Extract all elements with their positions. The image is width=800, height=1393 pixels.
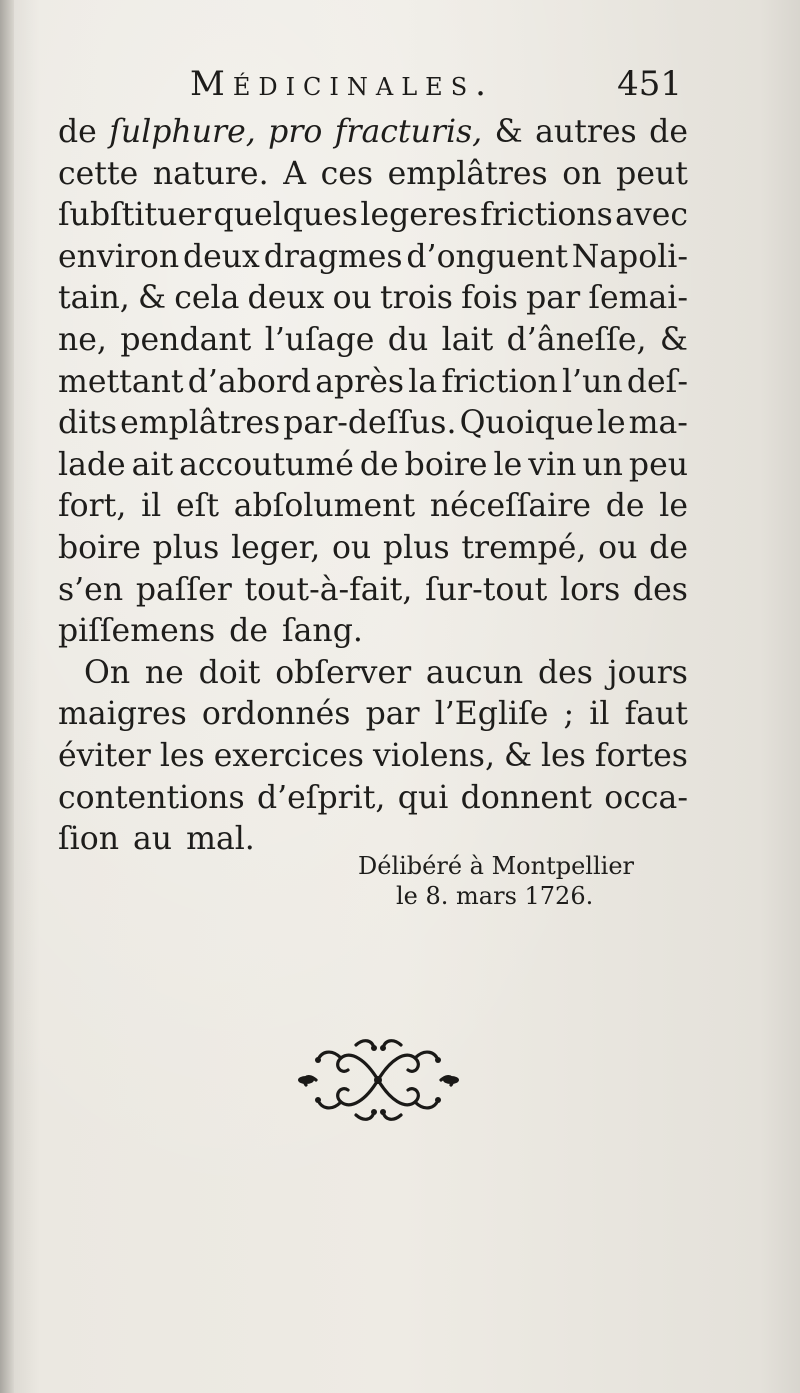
- word: la: [408, 363, 438, 400]
- word: ou: [598, 529, 638, 566]
- word: il: [141, 488, 162, 525]
- word: par-deſſus.: [283, 405, 457, 442]
- word: quelques: [213, 197, 358, 234]
- word: trois: [380, 280, 453, 317]
- word: le: [659, 488, 688, 525]
- word: des: [537, 654, 593, 691]
- word: l’un: [561, 363, 623, 400]
- word: ſulphure,: [109, 114, 256, 150]
- word: ne,: [58, 321, 107, 358]
- word: paſſer: [135, 571, 232, 608]
- text-line: [58, 154, 688, 196]
- word: obſerver: [275, 654, 412, 691]
- word: plus: [152, 529, 220, 566]
- word: accoutumé: [179, 446, 354, 483]
- word: pendant: [120, 321, 252, 358]
- word: ma-: [628, 405, 688, 442]
- word: d’âneſſe,: [506, 321, 647, 358]
- word: des: [632, 571, 688, 608]
- word: tout-à-fait,: [244, 571, 413, 608]
- word: vin: [528, 446, 577, 483]
- word: occa-: [604, 779, 688, 816]
- word: leger,: [231, 529, 321, 566]
- text-line: [58, 278, 688, 320]
- word: &: [494, 114, 523, 150]
- word: fracturis,: [334, 114, 483, 150]
- word: lors: [560, 571, 621, 608]
- text-line: [58, 445, 688, 487]
- word: lade: [58, 446, 126, 483]
- word: on: [562, 155, 602, 192]
- word: par: [526, 280, 581, 317]
- word: environ: [58, 238, 180, 275]
- word: nature.: [152, 155, 269, 192]
- word: deux: [182, 238, 260, 275]
- word: mettant: [58, 363, 184, 400]
- word: il: [589, 696, 610, 733]
- word: de: [359, 446, 399, 483]
- word: &: [138, 280, 167, 317]
- word: boire: [404, 446, 488, 483]
- running-title: Médicinales.: [190, 64, 494, 104]
- word: d’onguent: [406, 238, 568, 275]
- word: ;: [563, 696, 575, 733]
- page-number: 451: [617, 64, 682, 104]
- page-gutter-shadow: [0, 0, 14, 1393]
- word: ne: [144, 654, 184, 691]
- word: du: [387, 321, 429, 358]
- closing-place: Délibéré à Montpellier: [358, 852, 634, 880]
- text-line: [58, 362, 688, 404]
- fleuron-ornament-icon: [296, 1030, 461, 1130]
- text-line: [58, 486, 688, 528]
- word: de: [649, 529, 688, 566]
- word: ſur-tout: [425, 571, 548, 608]
- word: Napoli-: [571, 238, 688, 275]
- word: fort,: [58, 488, 127, 525]
- word: tain,: [58, 280, 130, 317]
- word: de: [58, 114, 97, 150]
- word: lait: [441, 321, 494, 358]
- page-header: [60, 64, 690, 114]
- word: dragmes: [263, 238, 403, 275]
- word: deſ-: [626, 363, 688, 400]
- text-line: [58, 736, 688, 778]
- word: deux: [247, 280, 325, 317]
- word: peu: [628, 446, 688, 483]
- word: &: [659, 321, 688, 358]
- word: ſion: [58, 821, 119, 858]
- word: ou: [331, 529, 372, 566]
- word: avec: [615, 197, 688, 234]
- word: le: [493, 446, 523, 483]
- word: friction: [441, 363, 558, 400]
- word: autres: [535, 114, 637, 150]
- word: ordonnés: [201, 696, 351, 733]
- word: contentions: [58, 779, 245, 816]
- closing-date: le 8. mars 1726.: [396, 882, 594, 910]
- text-line: [58, 403, 688, 445]
- word: qui: [397, 779, 449, 816]
- text-line: [58, 694, 688, 736]
- word: Quoique: [459, 405, 594, 442]
- word: éviter: [58, 737, 151, 774]
- word: violens,: [372, 737, 495, 774]
- word: maigres: [58, 696, 187, 733]
- word: pro: [268, 114, 323, 150]
- text-line: [58, 778, 688, 820]
- text-line: [58, 611, 688, 653]
- word: emplâtres: [120, 405, 281, 442]
- word: par: [365, 696, 420, 733]
- word: jours: [607, 654, 688, 691]
- word: cela: [174, 280, 240, 317]
- text-line: [58, 570, 688, 612]
- word: cette: [58, 155, 139, 192]
- word: A: [283, 155, 306, 192]
- text-line: [58, 653, 688, 695]
- word: fortes: [594, 737, 688, 774]
- word: ſang.: [281, 613, 363, 650]
- text-line: [58, 112, 688, 154]
- word: faut: [624, 696, 688, 733]
- text-line: [58, 528, 688, 570]
- word: ait: [131, 446, 174, 483]
- word: l’uſage: [264, 321, 375, 358]
- word: fois: [461, 280, 518, 317]
- word: un: [582, 446, 623, 483]
- word: eſt: [176, 488, 219, 525]
- word: dits: [58, 405, 118, 442]
- word: piſſemens: [58, 613, 216, 650]
- word: le: [596, 405, 626, 442]
- word: emplâtres: [387, 155, 548, 192]
- word: abſolument: [233, 488, 416, 525]
- text-line: [58, 320, 688, 362]
- word: exercices: [213, 737, 364, 774]
- word: d’eſprit,: [256, 779, 386, 816]
- word: de: [605, 488, 645, 525]
- word: boire: [58, 529, 141, 566]
- word: de: [649, 114, 688, 150]
- word: les: [540, 737, 586, 774]
- word: après: [315, 363, 405, 400]
- word: ou: [332, 280, 372, 317]
- text-line: [58, 237, 688, 279]
- word: plus: [382, 529, 450, 566]
- word: peut: [616, 155, 688, 192]
- word: néceſſaire: [429, 488, 591, 525]
- word: legeres: [360, 197, 478, 234]
- word: l’Egliſe: [434, 696, 549, 733]
- word: trempé,: [461, 529, 587, 566]
- word: &: [503, 737, 532, 774]
- word: donnent: [460, 779, 592, 816]
- word: s’en: [58, 571, 124, 608]
- word: ſubſtituer: [58, 197, 212, 234]
- word: ſemai-: [588, 280, 688, 317]
- word: d’abord: [187, 363, 312, 400]
- word: au: [133, 821, 173, 858]
- word: mal.: [186, 821, 255, 858]
- word: les: [159, 737, 205, 774]
- word: aucun: [425, 654, 524, 691]
- word: doit: [198, 654, 261, 691]
- text-line: [58, 195, 688, 237]
- word: de: [229, 613, 268, 650]
- word: ces: [320, 155, 374, 192]
- body-text: [58, 112, 688, 861]
- word: frictions: [480, 197, 613, 234]
- word: On: [84, 654, 131, 691]
